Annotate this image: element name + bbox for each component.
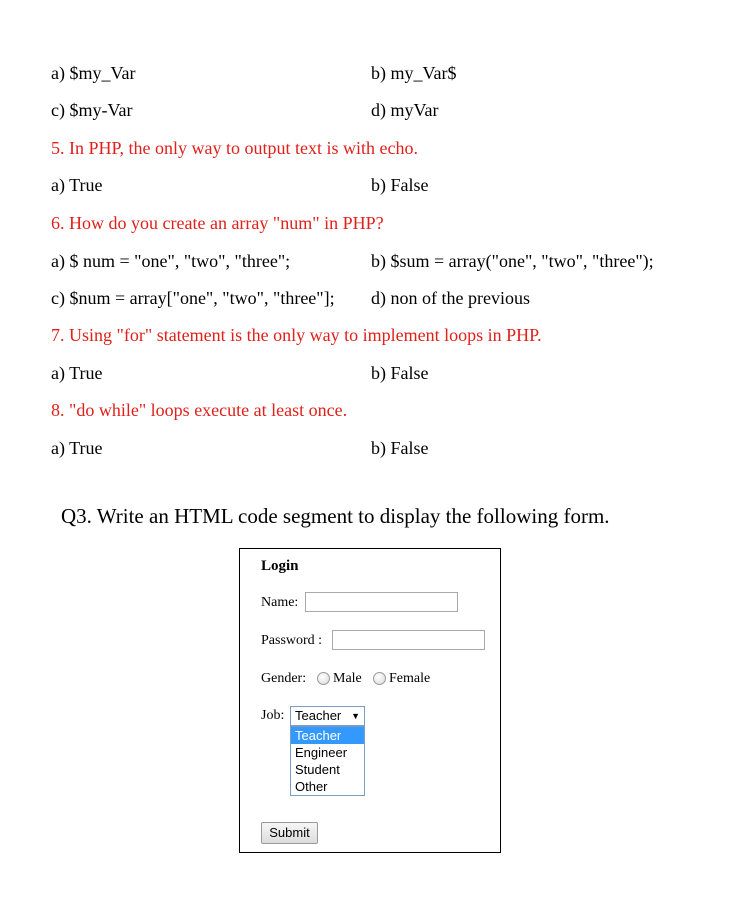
q4-option-d: d) myVar xyxy=(371,100,439,120)
password-input[interactable] xyxy=(332,630,485,650)
female-label: Female xyxy=(389,671,431,686)
q6-option-b: b) $sum = array("one", "two", "three"); xyxy=(371,251,654,271)
job-selected-value: Teacher xyxy=(295,708,342,723)
q5-option-b: b) False xyxy=(371,175,429,195)
question-6: 6. How do you create an array "num" in PHP? xyxy=(51,213,384,233)
q7-option-b: b) False xyxy=(371,363,429,383)
q8-option-a: a) True xyxy=(51,438,103,458)
dropdown-arrow-icon: ▼ xyxy=(351,711,360,721)
question-8: 8. "do while" loops execute at least once. xyxy=(51,400,348,420)
q4-option-c: c) $my-Var xyxy=(51,100,133,120)
female-radio[interactable] xyxy=(373,672,386,685)
name-input[interactable] xyxy=(305,592,458,612)
job-option-student[interactable]: Student xyxy=(295,762,340,777)
q7-option-a: a) True xyxy=(51,363,103,383)
q5-option-a: a) True xyxy=(51,175,103,195)
q4-option-a: a) $my_Var xyxy=(51,63,136,83)
name-label: Name: xyxy=(261,595,299,610)
male-radio[interactable] xyxy=(317,672,330,685)
gender-label: Gender: xyxy=(261,671,307,686)
q6-option-d: d) non of the previous xyxy=(371,288,530,308)
login-heading: Login xyxy=(261,558,299,574)
q4-option-b: b) my_Var$ xyxy=(371,63,457,83)
job-option-other[interactable]: Other xyxy=(295,779,328,794)
q3-heading: Q3. Write an HTML code segment to display the following form. xyxy=(61,504,610,528)
job-dropdown-list xyxy=(290,726,365,796)
submit-button[interactable]: Submit xyxy=(261,822,318,844)
password-label: Password : xyxy=(261,633,323,648)
q8-option-b: b) False xyxy=(371,438,429,458)
q6-option-a: a) $ num = "one", "two", "three"; xyxy=(51,251,291,271)
job-option-engineer[interactable]: Engineer xyxy=(295,745,348,760)
job-select[interactable] xyxy=(290,706,365,726)
question-7: 7. Using "for" statement is the only way to implement loops in PHP. xyxy=(51,325,542,345)
q6-option-c: c) $num = array["one", "two", "three"]; xyxy=(51,288,335,308)
job-label: Job: xyxy=(261,708,285,723)
male-label: Male xyxy=(333,671,362,686)
job-option-teacher[interactable]: Teacher xyxy=(291,727,364,744)
question-5: 5. In PHP, the only way to output text is with echo. xyxy=(51,138,418,158)
